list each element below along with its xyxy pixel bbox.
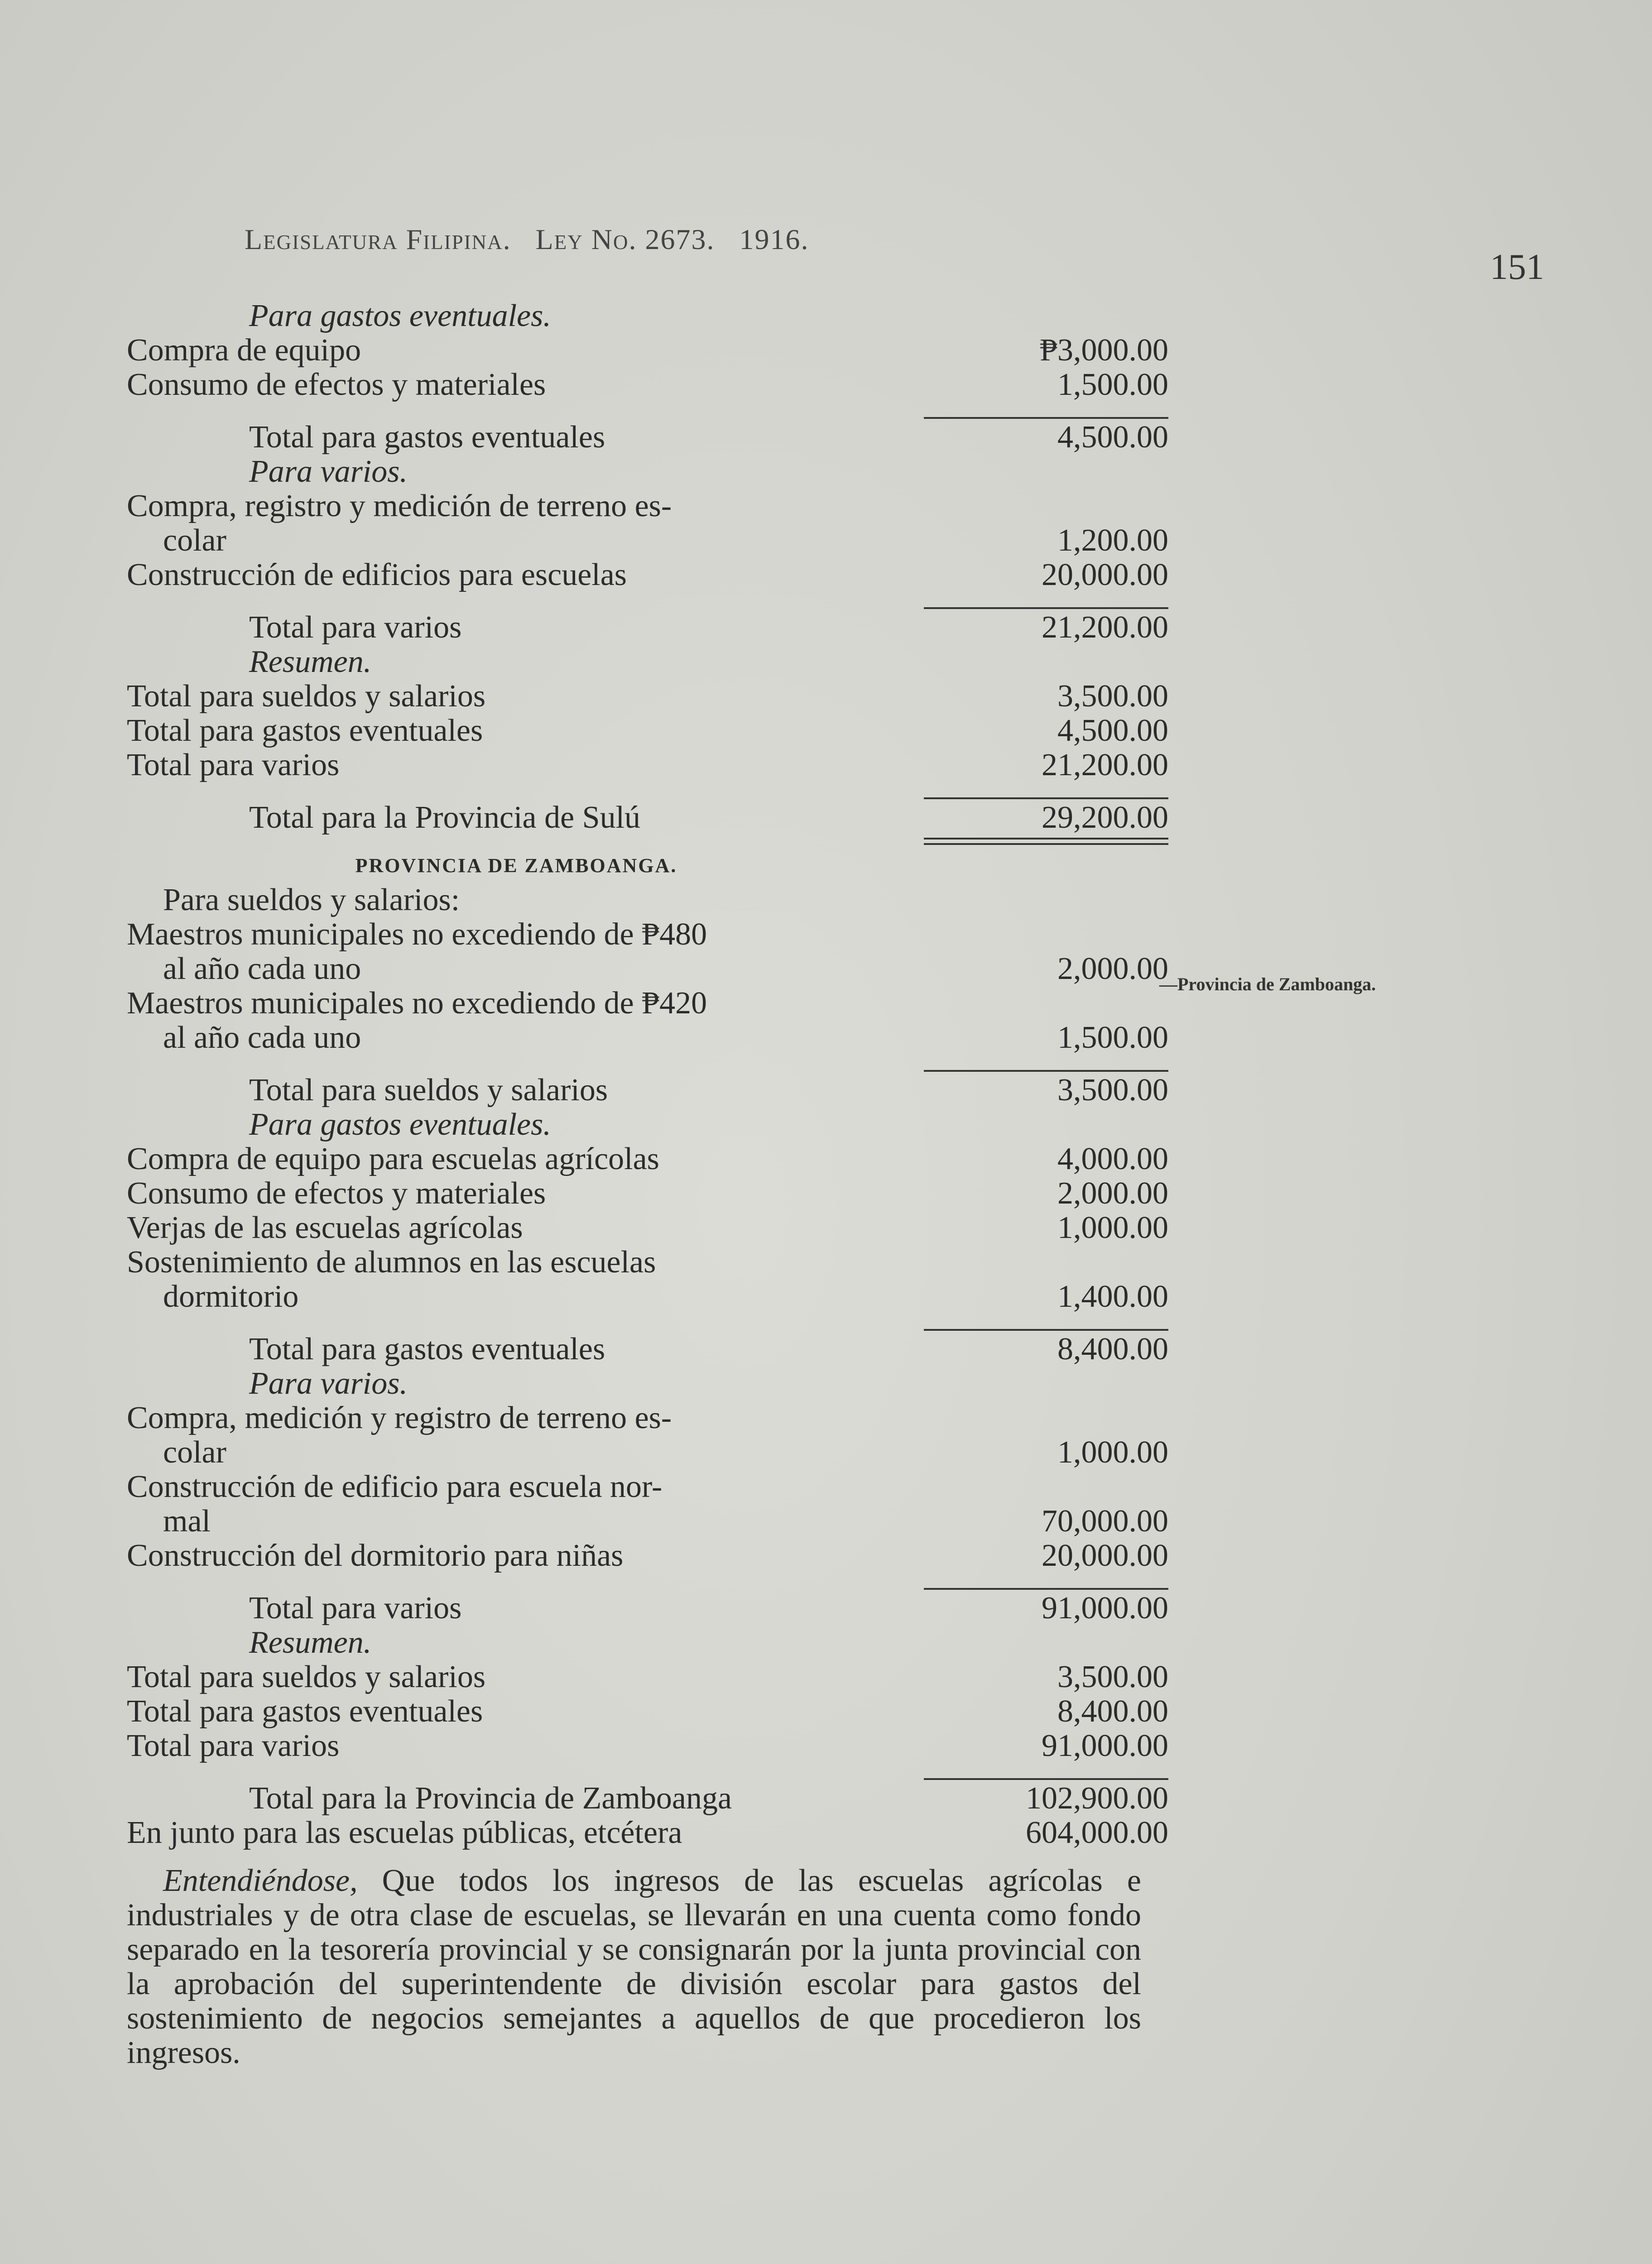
row-label: Consumo de efectos y materiales [127,1176,546,1211]
province-title-row [127,849,1168,883]
row-label: Compra, medición y registro de terreno es- [127,1401,672,1435]
budget-row [127,1694,1168,1729]
row-label: Construcción de edificios para escuelas [127,558,627,592]
row-amount: 102,900.00 [1026,1781,1168,1816]
margin-note: —Provincia de Zamboanga. [1159,974,1376,994]
sum-rule [127,1587,1168,1591]
running-header [245,223,809,256]
row-amount: 91,000.00 [1042,1591,1168,1626]
budget-row-line1 [127,1470,1168,1504]
row-amount: 29,200.00 [1042,800,1168,835]
budget-row [127,523,1168,558]
budget-row [127,1435,1168,1470]
page-number: 151 [1490,247,1544,287]
budget-row-line1 [127,986,1168,1021]
grand-total-row [127,1816,1168,1850]
sum-rule [127,1777,1168,1781]
row-label: Total para sueldos y salarios [127,1660,486,1694]
section-heading: Resumen. [249,1625,372,1660]
row-amount: 4,500.00 [1057,420,1168,455]
row-label: Total para gastos eventuales [249,1332,605,1367]
row-label: colar [163,523,226,558]
province-title: PROVINCIA DE ZAMBOANGA. [355,854,677,877]
budget-row [127,1021,1168,1055]
sum-rule [127,1328,1168,1332]
budget-row [127,1539,1168,1573]
row-label: Sostenimiento de alumnos en las escuelas [127,1245,656,1280]
budget-row [127,1280,1168,1314]
province-total-row [127,1781,1168,1816]
row-amount: 3,500.00 [1057,679,1168,714]
row-amount: 8,400.00 [1057,1332,1168,1367]
row-amount: 3,500.00 [1057,1660,1168,1694]
row-amount: 1,500.00 [1057,367,1168,402]
budget-row [127,333,1168,368]
row-label: Total para gastos eventuales [127,1694,483,1729]
section-heading: Para varios. [249,454,408,489]
budget-row-line1 [127,1401,1168,1435]
row-amount: 91,000.00 [1042,1728,1168,1763]
row-label: Maestros municipales no excediendo de ₱480 [127,917,707,952]
budget-row [127,748,1168,782]
row-label: Construcción de edificio para escuela nor- [127,1470,663,1504]
row-label: Total para la Provincia de Sulú [249,801,641,835]
budget-row-line1 [127,917,1168,952]
row-amount: 3,500.00 [1057,1073,1168,1108]
row-amount: 604,000.00 [1026,1815,1168,1850]
row-label: Total para varios [127,748,340,782]
closing-paragraph [127,1864,1141,2070]
row-amount: 20,000.00 [1042,557,1168,592]
row-amount: 1,000.00 [1057,1210,1168,1245]
budget-row [127,1729,1168,1763]
section-heading: Resumen. [249,644,372,679]
total-row [127,1332,1168,1367]
sum-rule [127,796,1168,801]
row-label: En junto para las escuelas públicas, etcétera [127,1816,682,1850]
row-label: Total para sueldos y salarios [127,679,486,714]
row-label: Total para varios [249,610,462,645]
row-amount: 21,200.00 [1042,610,1168,645]
budget-row [127,558,1168,592]
row-amount: 1,000.00 [1057,1435,1168,1470]
row-label: al año cada uno [163,1021,361,1055]
budget-content [127,299,1168,2070]
row-amount: 21,200.00 [1042,748,1168,782]
sum-rule [127,606,1168,610]
row-label: Compra, registro y medición de terreno es- [127,489,672,523]
row-amount: 70,000.00 [1042,1504,1168,1539]
section-heading: Para varios. [249,1366,408,1401]
budget-row [127,1211,1168,1245]
row-amount: 1,400.00 [1057,1279,1168,1314]
section-heading-row [127,883,1168,917]
budget-row [127,368,1168,402]
total-row [127,420,1168,455]
sum-rule [127,1069,1168,1073]
section-heading: Para sueldos y salarios: [163,883,460,917]
row-label: Total para la Provincia de Zamboanga [249,1781,732,1816]
budget-row-line1 [127,489,1168,523]
budget-row-line1 [127,1245,1168,1280]
row-amount: 2,000.00 [1057,951,1168,986]
row-label: colar [163,1435,226,1470]
row-amount: 8,400.00 [1057,1694,1168,1729]
province-total-row [127,801,1168,835]
closing-text: Que todos los ingresos de las escuelas agrícolas e industriales y de otra clase de escuelas, se llevarán en una cuenta como fondo separado en la tesorería provincial y se consignarán por la junta provincial con la aprobación del superintendente de división escolar para gastos del sostenimiento de negocios semejantes a aquellos de que procedieron los ingresos. [127,1863,1142,2070]
budget-row [127,1660,1168,1694]
row-amount: 2,000.00 [1057,1176,1168,1211]
row-amount: ₱3,000.00 [1040,333,1168,368]
row-label: dormitorio [163,1280,299,1314]
row-amount: 1,500.00 [1057,1020,1168,1055]
row-label: Total para varios [249,1591,462,1626]
row-label: mal [163,1504,211,1539]
row-label: Total para varios [127,1729,340,1763]
budget-row [127,1176,1168,1211]
budget-row [127,714,1168,748]
row-label: Compra de equipo [127,333,361,368]
row-label: Total para gastos eventuales [127,714,483,748]
header-year: 1916. [739,223,809,255]
section-heading: Para gastos eventuales. [249,298,551,333]
double-rule [127,835,1168,849]
section-heading: Para gastos eventuales. [249,1107,551,1142]
row-label: Total para sueldos y salarios [249,1073,608,1108]
header-legislature: Legislatura Filipina. [245,223,511,255]
row-amount: 1,200.00 [1057,523,1168,558]
sum-rule [127,416,1168,420]
row-label: al año cada uno [163,952,361,986]
budget-row [127,952,1168,986]
header-law: Ley No. 2673. [535,223,715,255]
budget-row [127,1142,1168,1176]
closing-lead: Entendiéndose, [163,1863,358,1898]
total-row [127,1591,1168,1626]
row-label: Verjas de las escuelas agrícolas [127,1211,523,1245]
total-row [127,1073,1168,1108]
row-amount: 20,000.00 [1042,1538,1168,1573]
row-label: Compra de equipo para escuelas agrícolas [127,1142,659,1176]
row-amount: 4,000.00 [1057,1142,1168,1176]
row-label: Maestros municipales no excediendo de ₱420 [127,986,707,1021]
budget-row [127,679,1168,714]
row-label: Total para gastos eventuales [249,420,605,455]
row-amount: 4,500.00 [1057,713,1168,748]
row-label: Consumo de efectos y materiales [127,368,546,402]
total-row [127,610,1168,645]
budget-row [127,1504,1168,1539]
row-label: Construcción del dormitorio para niñas [127,1539,624,1573]
